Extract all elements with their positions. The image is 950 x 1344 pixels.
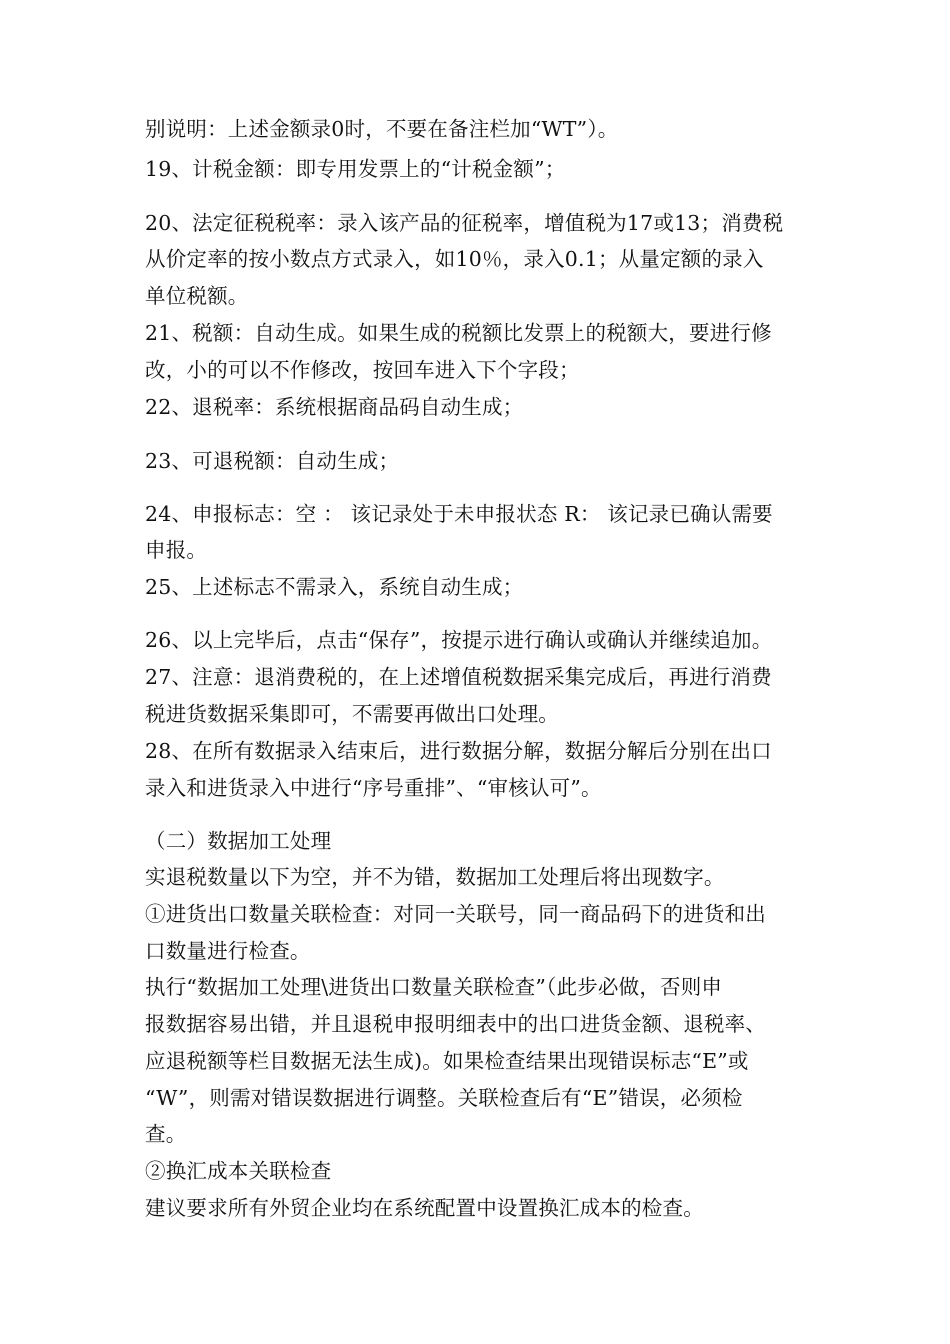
text-line: 25、上述标志不需录入，系统自动生成； bbox=[145, 575, 524, 599]
text-line: 查。 bbox=[145, 1122, 187, 1146]
text-line: 20、法定征税税率：录入该产品的征税率，增值税为17或13；消费税 bbox=[145, 211, 784, 235]
text-line: 19、计税金额：即专用发票上的“计税金额”； bbox=[145, 157, 566, 181]
text-line: ①进货出口数量关联检查：对同一关联号，同一商品码下的进货和出 bbox=[145, 902, 766, 926]
text-line: 单位税额。 bbox=[145, 284, 249, 308]
text-line: 改，小的可以不作修改，按回车进入下个字段； bbox=[145, 358, 580, 382]
text-line: 别说明：上述金额录0时，不要在备注栏加“WT”）。 bbox=[145, 117, 619, 141]
text-line: 22、退税率：系统根据商品码自动生成； bbox=[145, 395, 524, 419]
text-line: 21、税额：自动生成。如果生成的税额比发票上的税额大，要进行修 bbox=[145, 321, 772, 345]
text-line: 应退税额等栏目数据无法生成)。如果检查结果出现错误标志“E”或 bbox=[145, 1049, 749, 1073]
text-line: 23、可退税额：自动生成； bbox=[145, 449, 400, 473]
text-line: ②换汇成本关联检查 bbox=[145, 1159, 332, 1183]
text-line: 建议要求所有外贸企业均在系统配置中设置换汇成本的检查。 bbox=[145, 1196, 704, 1220]
text-line: “W”，则需对错误数据进行调整。关联检查后有“E”错误，必须检 bbox=[145, 1086, 743, 1110]
text-line: 税进货数据采集即可，不需要再做出口处理。 bbox=[145, 702, 559, 726]
text-line: 26、以上完毕后，点击“保存”，按提示进行确认或确认并继续追加。 bbox=[145, 628, 773, 652]
text-line: 申报。 bbox=[145, 538, 208, 562]
text-line: 实退税数量以下为空，并不为错，数据加工处理后将出现数字。 bbox=[145, 865, 725, 889]
text-line: 报数据容易出错，并且退税申报明细表中的出口进货金额、退税率、 bbox=[145, 1012, 766, 1036]
text-line: 从价定率的按小数点方式录入，如10％，录入0.1；从量定额的录入 bbox=[145, 247, 764, 271]
section-heading: （二）数据加工处理 bbox=[145, 829, 332, 853]
text-line: 28、在所有数据录入结束后，进行数据分解，数据分解后分别在出口 bbox=[145, 739, 772, 763]
text-line: 口数量进行检查。 bbox=[145, 939, 311, 963]
text-line: 执行“数据加工处理\进货出口数量关联检查”（此步必做，否则申 bbox=[145, 975, 723, 999]
text-line: 27、注意：退消费税的，在上述增值税数据采集完成后，再进行消费 bbox=[145, 665, 772, 689]
text-line: 录入和进货录入中进行“序号重排”、“审核认可”。 bbox=[145, 776, 602, 800]
text-line: 24、申报标志：空 ： 该记录处于未申报状态 R： 该记录已确认需要 bbox=[145, 502, 773, 526]
